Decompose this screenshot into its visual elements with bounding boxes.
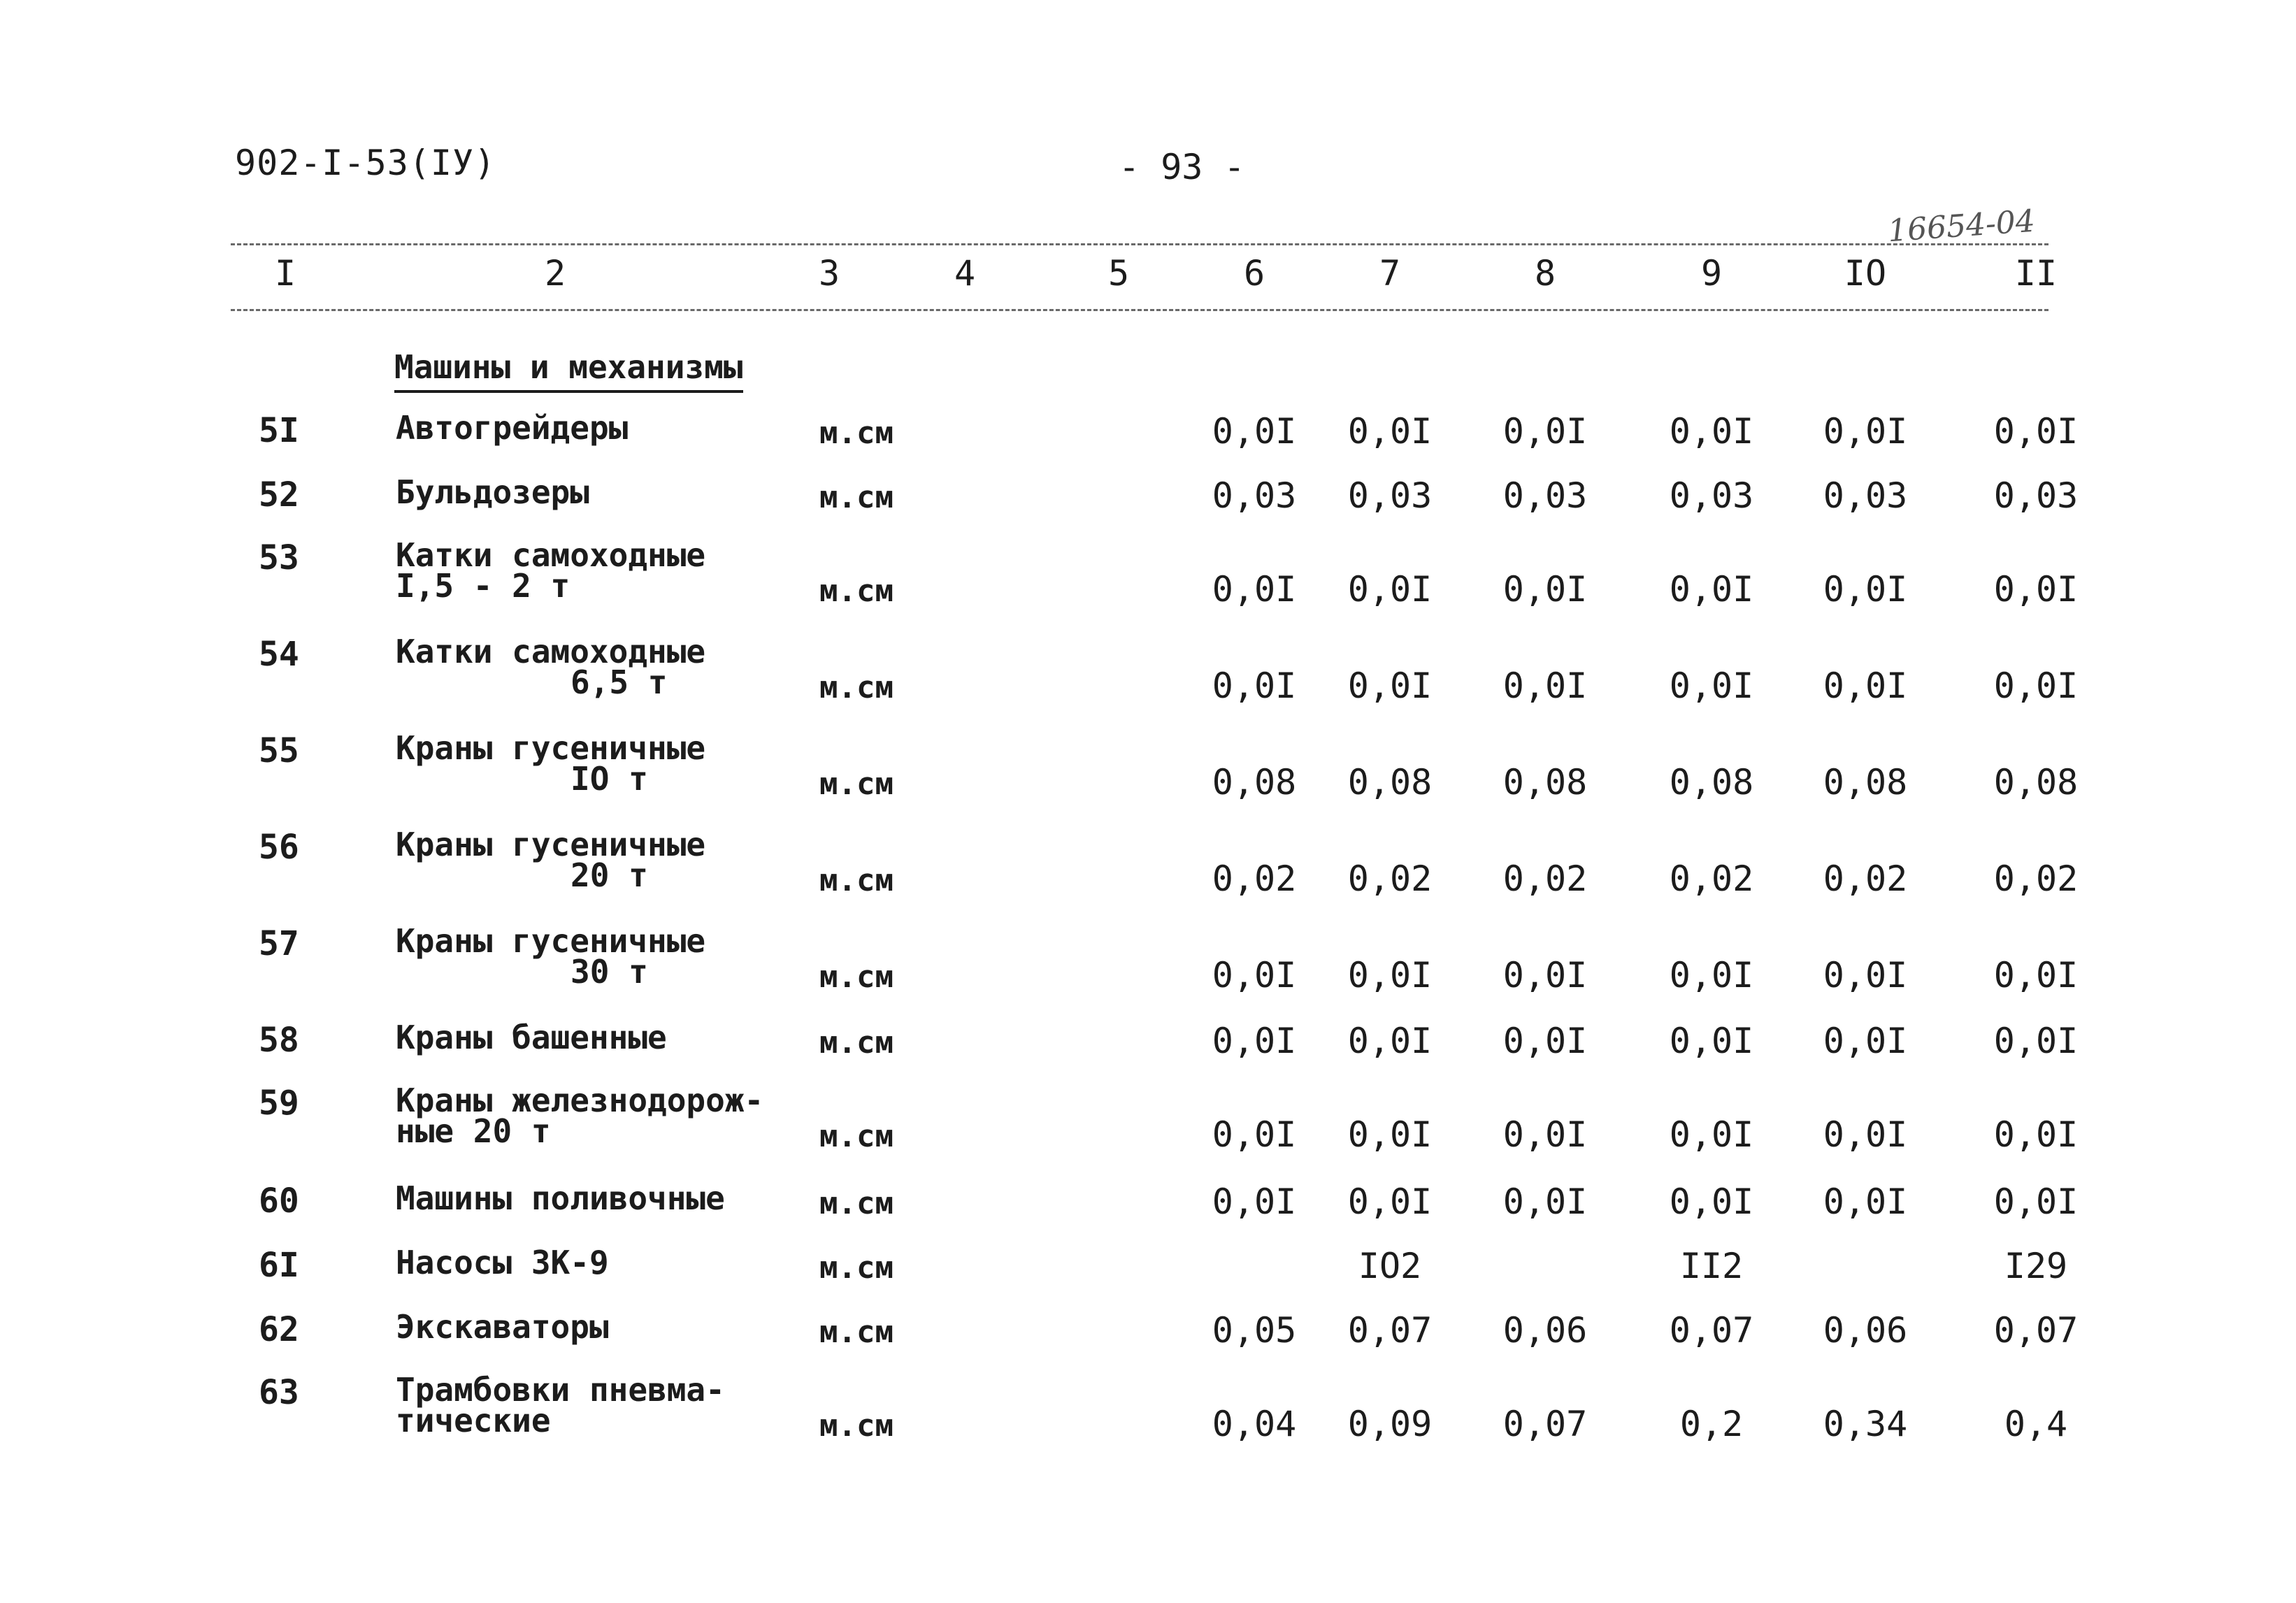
row-value-col9: 0,0I (1669, 569, 1754, 610)
row-value-col7: 0,0I (1347, 1114, 1433, 1155)
row-name-line1: Бульдозеры (396, 473, 589, 511)
row-value-col6: 0,0I (1212, 569, 1297, 610)
row-value-col7: 0,07 (1347, 1310, 1433, 1351)
row-value-col9: 0,0I (1669, 666, 1754, 706)
row-value-col11: 0,0I (1993, 955, 2079, 995)
row-value-col9: 0,02 (1669, 858, 1754, 899)
row-value-col11: 0,03 (1993, 475, 2079, 516)
row-name-line2: IO т (571, 760, 648, 798)
row-value-col8: 0,03 (1502, 475, 1588, 516)
row-number: 57 (259, 924, 299, 963)
row-value-col7: 0,0I (1347, 955, 1433, 995)
row-value-col6: 0,08 (1212, 762, 1297, 803)
row-value-col7: 0,0I (1347, 666, 1433, 706)
row-name-line2: I,5 - 2 т (396, 567, 571, 605)
row-value-col10: 0,0I (1823, 955, 1908, 995)
row-value-col6: 0,0I (1212, 666, 1297, 706)
row-value-col8: 0,0I (1502, 411, 1588, 452)
row-value-col7: 0,0I (1347, 569, 1433, 610)
row-value-col9: 0,0I (1669, 1114, 1754, 1155)
row-unit: м.см (819, 1408, 894, 1444)
row-value-col9: 0,07 (1669, 1310, 1754, 1351)
row-name (396, 409, 629, 447)
row-value-col11: I29 (2004, 1246, 2068, 1286)
column-number: 7 (1379, 253, 1401, 294)
row-value-col8: 0,06 (1502, 1310, 1588, 1351)
row-value-col9: 0,0I (1669, 1021, 1754, 1061)
row-name (396, 1371, 725, 1439)
row-name-line1: Краны башенные (396, 1019, 667, 1056)
row-value-col7: 0,08 (1347, 762, 1433, 803)
row-unit: м.см (819, 1314, 894, 1350)
row-name (396, 473, 589, 511)
row-value-col7: 0,0I (1347, 411, 1433, 452)
row-value-col10: 0,08 (1823, 762, 1908, 803)
row-value-col7: IO2 (1358, 1246, 1422, 1286)
row-value-col8: 0,0I (1502, 569, 1588, 610)
row-value-col10: 0,34 (1823, 1404, 1908, 1444)
row-name-line1: Краны железнодорож- (396, 1081, 764, 1119)
row-unit: м.см (819, 1119, 894, 1154)
row-number: 63 (259, 1373, 299, 1412)
row-number: 6I (259, 1246, 299, 1285)
row-value-col11: 0,0I (1993, 666, 2079, 706)
row-name (396, 1308, 609, 1346)
column-number: I (274, 253, 296, 294)
row-value-col10: 0,0I (1823, 411, 1908, 452)
row-unit: м.см (819, 480, 894, 515)
column-number: IO (1844, 253, 1887, 294)
row-value-col10: 0,0I (1823, 1021, 1908, 1061)
row-value-col8: 0,0I (1502, 1021, 1588, 1061)
row-unit: м.см (819, 1250, 894, 1286)
row-value-col8: 0,0I (1502, 666, 1588, 706)
section-title: Машины и механизмы (394, 348, 743, 393)
row-name-line1: Машины поливочные (396, 1179, 725, 1217)
row-number: 62 (259, 1310, 299, 1349)
row-unit: м.см (819, 670, 894, 705)
row-name (396, 729, 706, 798)
row-value-col11: 0,0I (1993, 1181, 2079, 1222)
row-value-col10: 0,03 (1823, 475, 1908, 516)
row-name (396, 1179, 725, 1217)
row-unit: м.см (819, 959, 894, 995)
row-unit: м.см (819, 415, 894, 451)
row-number: 52 (259, 475, 299, 515)
row-number: 56 (259, 828, 299, 867)
row-value-col6: 0,02 (1212, 858, 1297, 899)
row-value-col8: 0,0I (1502, 1181, 1588, 1222)
column-number: 6 (1243, 253, 1265, 294)
row-number: 59 (259, 1084, 299, 1123)
row-name-line2: 30 т (571, 953, 648, 991)
row-value-col11: 0,0I (1993, 569, 2079, 610)
row-value-col8: 0,07 (1502, 1404, 1588, 1444)
row-name-line1: Экскаваторы (396, 1308, 609, 1346)
row-value-col11: 0,0I (1993, 1114, 2079, 1155)
row-name-line1: Автогрейдеры (396, 409, 629, 447)
row-value-col7: 0,0I (1347, 1181, 1433, 1222)
row-value-col10: 0,02 (1823, 858, 1908, 899)
row-value-col6: 0,0I (1212, 1021, 1297, 1061)
row-name (396, 633, 706, 701)
row-number: 58 (259, 1021, 299, 1060)
row-value-col7: 0,09 (1347, 1404, 1433, 1444)
row-name (396, 536, 706, 605)
row-value-col7: 0,02 (1347, 858, 1433, 899)
document-code: 902-I-53(IУ) (235, 143, 496, 183)
inventory-number: 16654-04 (1886, 203, 2037, 250)
row-unit: м.см (819, 863, 894, 898)
row-value-col11: 0,0I (1993, 411, 2079, 452)
page-number: - 93 - (1119, 147, 1245, 187)
row-number: 5I (259, 411, 299, 450)
row-value-col9: 0,0I (1669, 955, 1754, 995)
column-number: 2 (544, 253, 566, 294)
row-value-col10: 0,0I (1823, 569, 1908, 610)
row-value-col10: 0,0I (1823, 666, 1908, 706)
row-name-line2: 20 т (571, 856, 648, 894)
row-value-col8: 0,08 (1502, 762, 1588, 803)
row-name (396, 1244, 609, 1281)
row-value-col9: 0,08 (1669, 762, 1754, 803)
row-name-line1: Трамбовки пневма- (396, 1371, 725, 1409)
column-number: 9 (1700, 253, 1723, 294)
row-value-col6: 0,0I (1212, 411, 1297, 452)
row-name-line2: ные 20 т (396, 1112, 551, 1150)
column-number: 3 (818, 253, 840, 294)
row-value-col9: 0,0I (1669, 1181, 1754, 1222)
row-value-col9: 0,03 (1669, 475, 1754, 516)
row-number: 54 (259, 635, 299, 674)
row-value-col8: 0,0I (1502, 955, 1588, 995)
row-name-line1: Краны гусеничные (396, 729, 706, 767)
row-value-col7: 0,03 (1347, 475, 1433, 516)
row-value-col9: 0,0I (1669, 411, 1754, 452)
row-name (396, 1081, 764, 1150)
row-number: 53 (259, 538, 299, 577)
row-name (396, 1019, 667, 1056)
row-value-col8: 0,02 (1502, 858, 1588, 899)
row-value-col7: 0,0I (1347, 1021, 1433, 1061)
row-value-col10: 0,0I (1823, 1181, 1908, 1222)
row-unit: м.см (819, 1025, 894, 1061)
row-unit: м.см (819, 766, 894, 802)
row-value-col11: 0,02 (1993, 858, 2079, 899)
row-value-col10: 0,06 (1823, 1310, 1908, 1351)
row-value-col11: 0,08 (1993, 762, 2079, 803)
row-number: 55 (259, 731, 299, 770)
row-value-col8: 0,0I (1502, 1114, 1588, 1155)
row-value-col11: 0,0I (1993, 1021, 2079, 1061)
row-number: 60 (259, 1181, 299, 1221)
row-value-col9: 0,2 (1679, 1404, 1744, 1444)
table-top-rule (231, 243, 2049, 245)
row-name (396, 826, 706, 894)
row-value-col9: II2 (1679, 1246, 1744, 1286)
row-value-col6: 0,05 (1212, 1310, 1297, 1351)
row-name-line2: 6,5 т (571, 663, 668, 701)
row-value-col6: 0,0I (1212, 955, 1297, 995)
row-value-col6: 0,0I (1212, 1181, 1297, 1222)
column-number: 4 (954, 253, 976, 294)
column-number: 8 (1534, 253, 1556, 294)
row-name-line1: Насосы ЗК-9 (396, 1244, 609, 1281)
table-header-rule (231, 309, 2049, 311)
row-value-col10: 0,0I (1823, 1114, 1908, 1155)
row-name-line2: тические (396, 1402, 551, 1439)
row-name (396, 922, 706, 991)
row-value-col6: 0,0I (1212, 1114, 1297, 1155)
row-name-line1: Катки самоходные (396, 536, 706, 574)
row-name-line1: Краны гусеничные (396, 826, 706, 863)
column-number: II (2014, 253, 2058, 294)
column-number: 5 (1107, 253, 1130, 294)
row-value-col11: 0,4 (2004, 1404, 2068, 1444)
row-value-col6: 0,03 (1212, 475, 1297, 516)
row-unit: м.см (819, 1186, 894, 1221)
row-value-col11: 0,07 (1993, 1310, 2079, 1351)
row-value-col6: 0,04 (1212, 1404, 1297, 1444)
row-name-line1: Краны гусеничные (396, 922, 706, 960)
row-name-line1: Катки самоходные (396, 633, 706, 670)
row-unit: м.см (819, 573, 894, 609)
